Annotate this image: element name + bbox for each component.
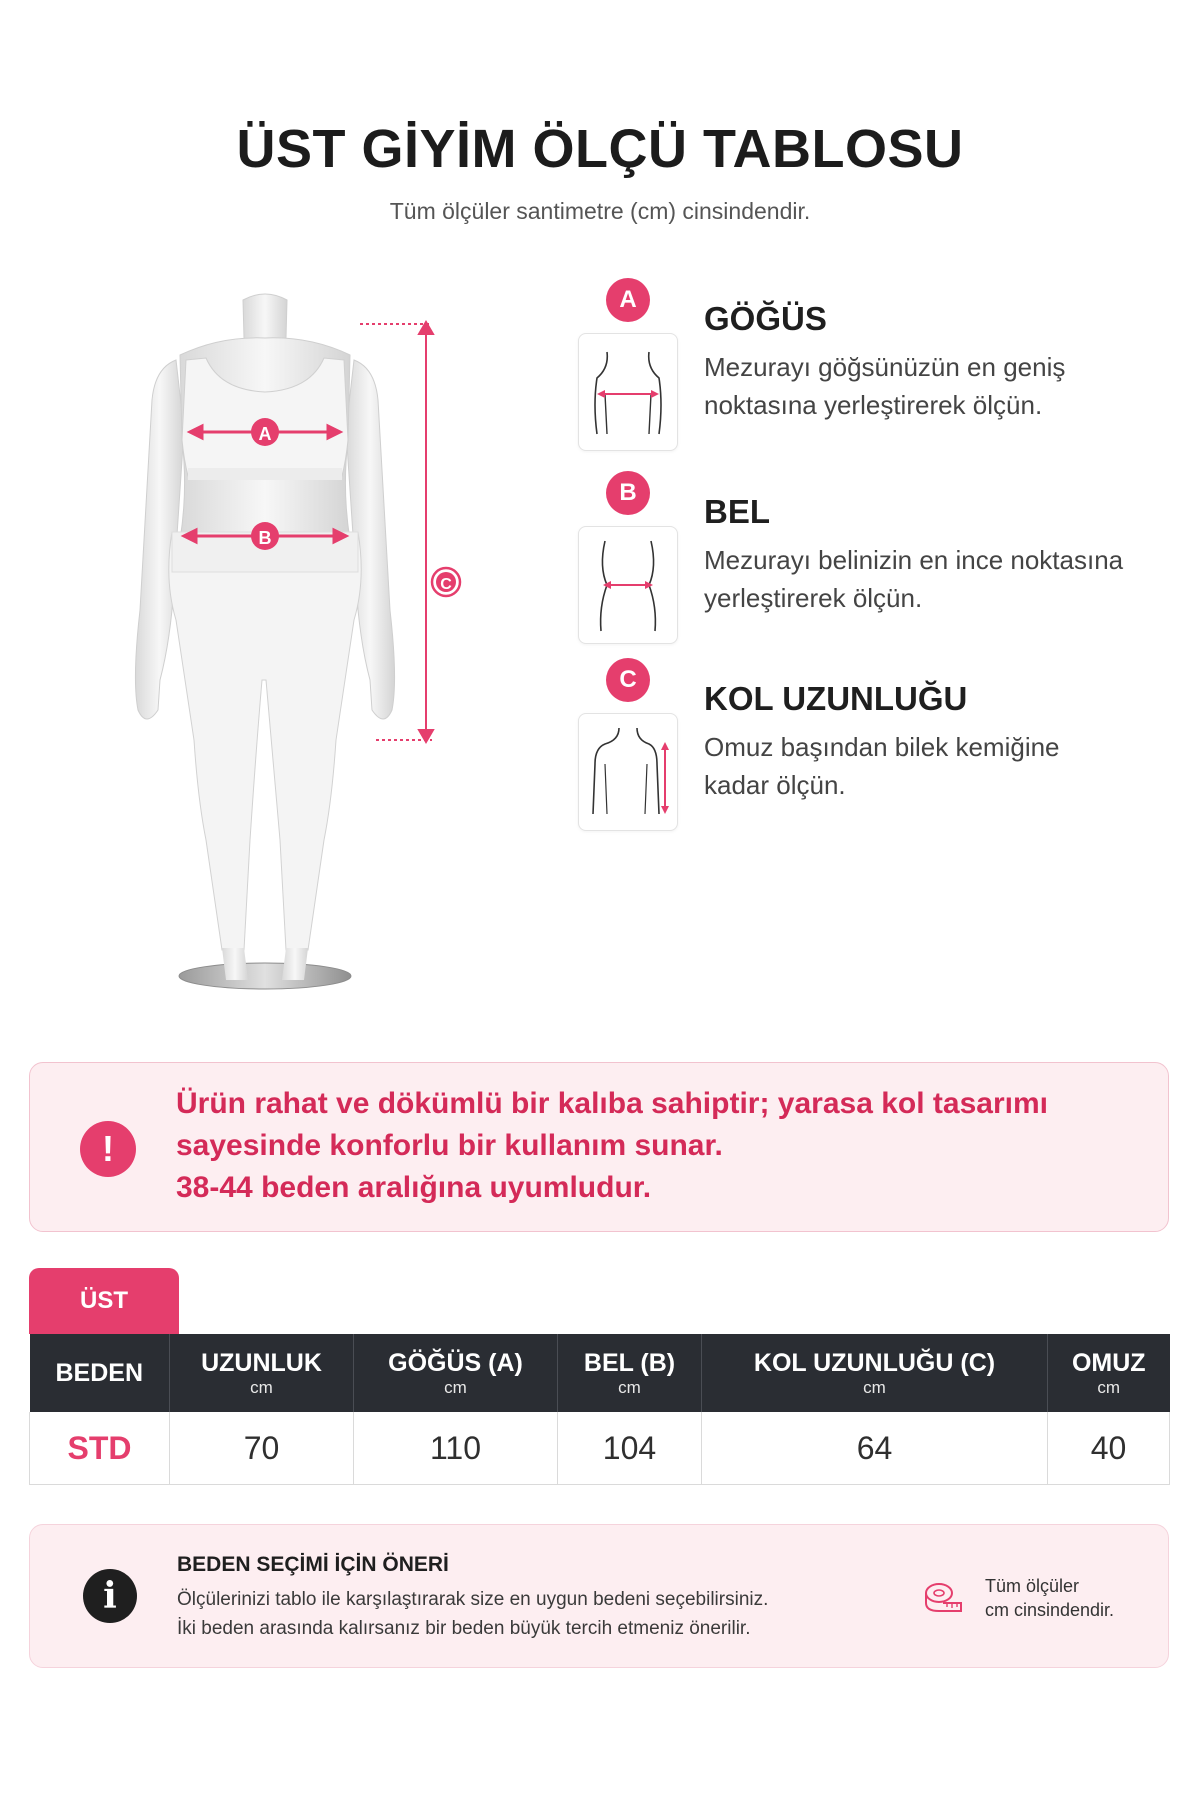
- mannequin-figure: [110, 280, 500, 1000]
- header-kol-uzunlugu: KOL UZUNLUĞU (C) cm: [702, 1334, 1048, 1412]
- measure-item-sleeve: [578, 658, 1178, 828]
- badge-b: B: [606, 471, 650, 515]
- sleeve-diagram-icon: [578, 713, 678, 831]
- marker-a: A: [258, 424, 272, 444]
- fit-notice-line: sayesinde konforlu bir kullanım sunar.: [176, 1129, 723, 1162]
- size-recommendation: [29, 1524, 1169, 1668]
- cell-bel: 104: [558, 1412, 702, 1485]
- measure-desc-waist-line2: yerleştirerek ölçün.: [704, 583, 923, 613]
- measure-item-chest: [578, 278, 1178, 448]
- recommendation-line: Ölçülerinizi tablo ile karşılaştırarak size en uygun bedeni seçebilirsiniz.: [177, 1589, 769, 1610]
- fit-notice: [29, 1062, 1169, 1232]
- measure-desc-chest-line2: noktasına yerleştirerek ölçün.: [704, 390, 1043, 420]
- fit-notice-line: 38-44 beden aralığına uyumludur.: [176, 1171, 652, 1204]
- marker-b: B: [258, 528, 272, 548]
- measure-desc-chest-line1: Mezurayı göğsünüzün en geniş: [704, 352, 1066, 382]
- badge-c: C: [606, 658, 650, 702]
- cell-uzunluk: 70: [170, 1412, 354, 1485]
- recommendation-note: cm cinsindendir.: [985, 1600, 1115, 1620]
- mannequin-base: [179, 963, 351, 989]
- badge-a: A: [606, 278, 650, 322]
- measure-title-sleeve: KOL UZUNLUĞU: [704, 680, 968, 717]
- marker-c: C: [440, 576, 452, 593]
- table-header-row: [30, 1334, 1170, 1412]
- header-uzunluk: UZUNLUK cm: [170, 1334, 354, 1412]
- mannequin-neck: [243, 294, 287, 344]
- exclamation-icon: !: [80, 1121, 136, 1177]
- measure-desc-sleeve-line2: kadar ölçün.: [704, 770, 846, 800]
- measuring-tape-icon: [923, 1577, 963, 1617]
- measure-desc-sleeve: [704, 728, 1174, 804]
- measure-desc-waist: [704, 541, 1174, 617]
- fit-notice-text: [176, 1083, 1136, 1209]
- page-subtitle: Tüm ölçüler santimetre (cm) cinsindendir.: [389, 198, 811, 224]
- waist-diagram-icon: [578, 526, 678, 644]
- leggings: [169, 532, 361, 950]
- table-row: [30, 1412, 1170, 1485]
- measure-title-waist: BEL: [704, 493, 770, 530]
- measure-item-waist: [578, 471, 1178, 641]
- header-gogus: GÖĞÜS (A) cm: [354, 1334, 558, 1412]
- measure-desc-sleeve-line1: Omuz başından bilek kemiğine: [704, 732, 1060, 762]
- page-title: ÜST GİYİM ÖLÇÜ TABLOSU: [236, 119, 964, 179]
- fit-notice-line: Ürün rahat ve dökümlü bir kalıba sahiptir; yarasa kol tasarımı: [176, 1087, 1048, 1120]
- measure-desc-waist-line1: Mezurayı belinizin en ince noktasına: [704, 545, 1124, 575]
- header-omuz: OMUZ cm: [1048, 1334, 1170, 1412]
- tab-ust[interactable]: ÜST: [29, 1268, 179, 1334]
- recommendation-title: BEDEN SEÇİMİ İÇİN ÖNERİ: [177, 1553, 449, 1576]
- recommendation-note: Tüm ölçüler: [985, 1576, 1080, 1596]
- measure-desc-chest: [704, 348, 1174, 424]
- recommendation-line: İki beden arasında kalırsanız bir beden büyük tercih etmeniz önerilir.: [177, 1618, 751, 1639]
- cell-gogus: 110: [354, 1412, 558, 1485]
- size-table: [29, 1334, 1170, 1485]
- header-beden: BEDEN: [30, 1334, 170, 1412]
- cell-omuz: 40: [1048, 1412, 1170, 1485]
- chest-diagram-icon: [578, 333, 678, 451]
- header-bel: BEL (B) cm: [558, 1334, 702, 1412]
- cell-size: STD: [30, 1412, 170, 1485]
- cell-kol-uzunlugu: 64: [702, 1412, 1048, 1485]
- info-icon: i: [83, 1569, 137, 1623]
- measure-title-chest: GÖĞÜS: [704, 300, 827, 337]
